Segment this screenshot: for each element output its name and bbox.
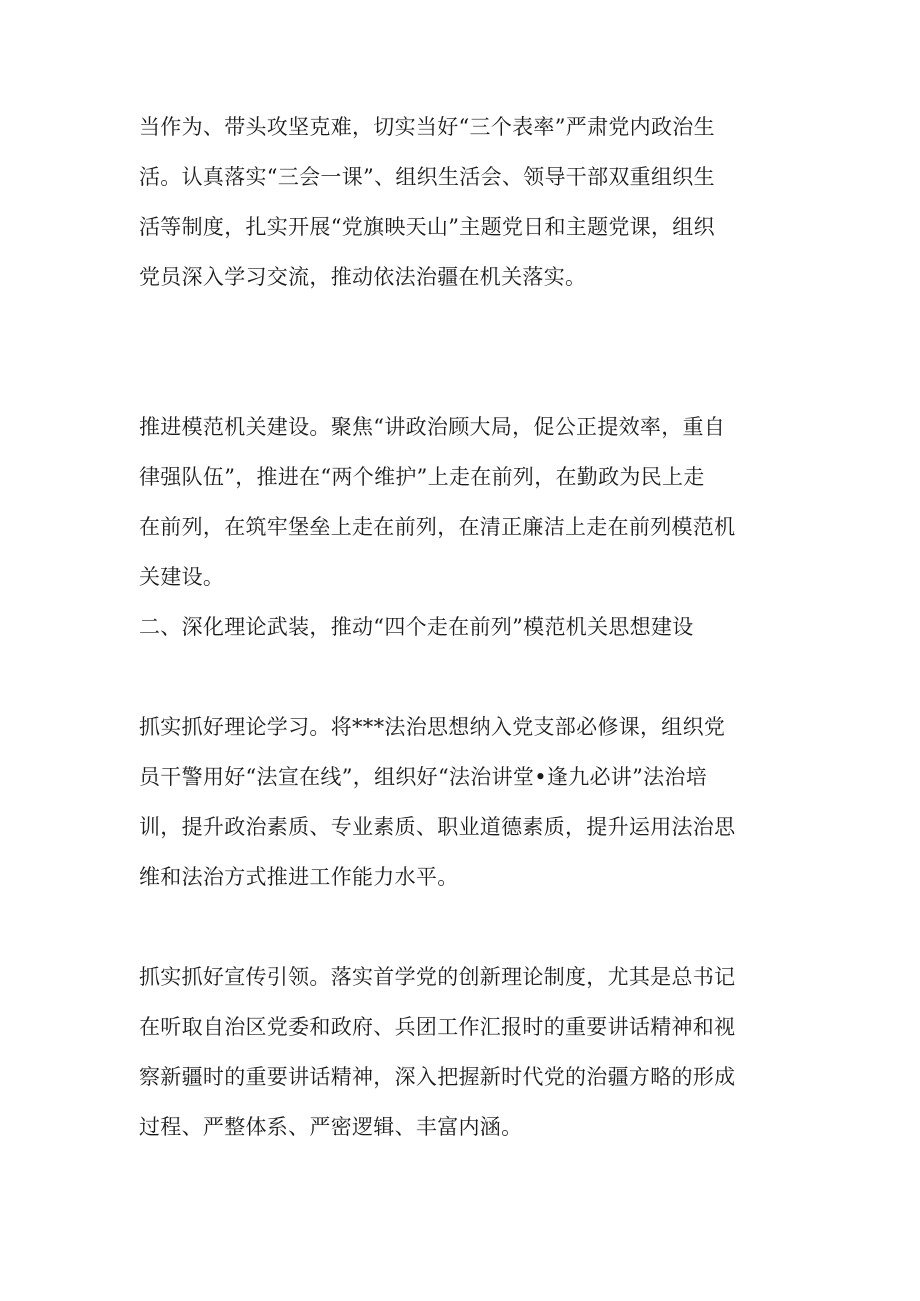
text-line: 员干警用好“法宣在线”，组织好“法治讲堂•逢九必讲”法治培 bbox=[139, 765, 708, 789]
heading-line: 二、深化理论武装，推动“四个走在前列”模范机关思想建设 bbox=[139, 615, 694, 639]
text-line: 抓实抓好宣传引领。落实首学党的创新理论制度，尤其是总书记 bbox=[139, 965, 736, 989]
text-line: 在听取自治区党委和政府、兵团工作汇报时的重要讲话精神和视 bbox=[139, 1015, 736, 1039]
text-line: 维和法治方式推进工作能力水平。 bbox=[139, 865, 459, 889]
text-line: 抓实抓好理论学习。将***法治思想纳入党支部必修课，组织党 bbox=[139, 715, 726, 739]
text-line: 在前列，在筑牢堡垒上走在前列，在清正廉洁上走在前列模范机 bbox=[139, 515, 736, 539]
text-line: 律强队伍”，推进在“两个维护”上走在前列，在勤政为民上走 bbox=[139, 465, 705, 489]
paragraph-party-life bbox=[139, 102, 799, 302]
text-line: 活。认真落实“三会一课”、组织生活会、领导干部双重组织生 bbox=[139, 165, 715, 189]
text-line: 活等制度，扎实开展“党旗映天山”主题党日和主题党课，组织 bbox=[139, 215, 715, 239]
text-line: 察新疆时的重要讲话精神，深入把握新时代党的治疆方略的形成 bbox=[139, 1065, 736, 1089]
text-line: 关建设。 bbox=[139, 565, 225, 589]
text-line: 过程、严整体系、严密逻辑、丰富内涵。 bbox=[139, 1115, 523, 1139]
paragraph-publicity-guidance bbox=[139, 952, 799, 1152]
text-line: 推进模范机关建设。聚焦“讲政治顾大局，促公正提效率，重自 bbox=[139, 415, 726, 439]
paragraph-theory-study bbox=[139, 702, 799, 902]
text-line: 党员深入学习交流，推动依法治疆在机关落实。 bbox=[139, 265, 587, 289]
text-line: 训，提升政治素质、专业素质、职业道德素质，提升运用法治思 bbox=[139, 815, 736, 839]
section-heading bbox=[139, 602, 799, 652]
paragraph-model-organ-building bbox=[139, 402, 799, 602]
text-line: 当作为、带头攻坚克难，切实当好“三个表率”严肃党内政治生 bbox=[139, 115, 715, 139]
